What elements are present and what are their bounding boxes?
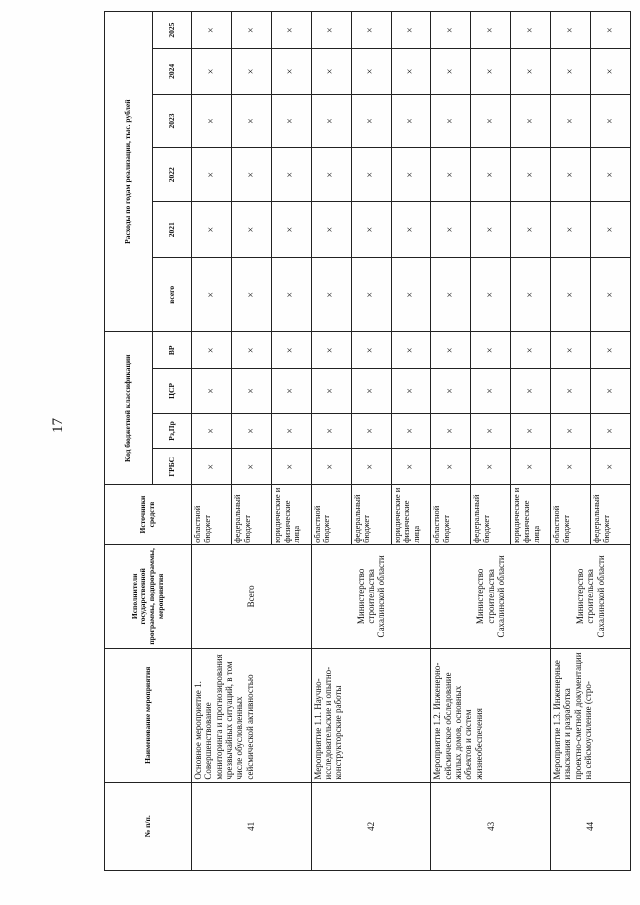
cross-mark: × <box>431 12 471 49</box>
cross-mark: × <box>431 449 471 485</box>
funding-source: федеральный бюджет <box>231 485 271 545</box>
header-source: Источники средств <box>105 485 192 545</box>
funding-source: федеральный бюджет <box>591 485 631 545</box>
cross-mark: × <box>431 413 471 449</box>
row-number: 41 <box>191 782 311 870</box>
cross-mark: × <box>231 202 271 258</box>
cross-mark: × <box>511 148 551 202</box>
row-number: 43 <box>431 782 551 870</box>
cross-mark: × <box>311 258 351 332</box>
header-budget-code: Код бюджетной классификации <box>105 332 153 485</box>
cross-mark: × <box>431 148 471 202</box>
cross-mark: × <box>351 12 391 49</box>
cross-mark: × <box>391 413 431 449</box>
cross-mark: × <box>311 12 351 49</box>
header-2024: 2024 <box>153 49 192 94</box>
cross-mark: × <box>471 369 511 413</box>
cross-mark: × <box>591 413 631 449</box>
cross-mark: × <box>591 94 631 148</box>
cross-mark: × <box>391 258 431 332</box>
cross-mark: × <box>511 449 551 485</box>
table-row <box>431 12 471 871</box>
funding-source: областной бюджет <box>311 485 351 545</box>
cross-mark: × <box>431 49 471 94</box>
executor: Всего <box>191 544 311 648</box>
cross-mark: × <box>351 449 391 485</box>
cross-mark: × <box>391 369 431 413</box>
cross-mark: × <box>591 12 631 49</box>
activity-name: Мероприятие 1.2. Инженерно-сейсмическое обследование жилых домов, основных объектов и систем жизнеобеспечения <box>431 648 551 782</box>
cross-mark: × <box>231 94 271 148</box>
cross-mark: × <box>591 332 631 369</box>
cross-mark: × <box>351 413 391 449</box>
cross-mark: × <box>351 148 391 202</box>
cross-mark: × <box>231 413 271 449</box>
activity-name: Мероприятие 1.3. Инженерные изыскания и разработка проектно-сметной документации на сейсмоусиление (стро- <box>551 648 631 782</box>
cross-mark: × <box>391 12 431 49</box>
executor: Министерство строительства Сахалинской области <box>431 544 551 648</box>
activity-name: Основное мероприятие 1. Совершенствование мониторинга и прогнозирования чрезвычайных ситуаций, в том числе обусловленных сейсмической активностью <box>191 648 311 782</box>
header-grbs: ГРБС <box>153 449 192 485</box>
cross-mark: × <box>191 369 231 413</box>
header-name: Наименование мероприятия <box>105 648 192 782</box>
cross-mark: × <box>351 332 391 369</box>
cross-mark: × <box>511 258 551 332</box>
funding-source: юридические и физические лица <box>391 485 431 545</box>
cross-mark: × <box>551 49 591 94</box>
cross-mark: × <box>471 449 511 485</box>
table-row <box>311 12 351 871</box>
cross-mark: × <box>311 413 351 449</box>
header-2022: 2022 <box>153 148 192 202</box>
cross-mark: × <box>191 332 231 369</box>
cross-mark: × <box>551 202 591 258</box>
cross-mark: × <box>191 148 231 202</box>
cross-mark: × <box>271 369 311 413</box>
cross-mark: × <box>231 369 271 413</box>
cross-mark: × <box>191 413 231 449</box>
cross-mark: × <box>311 94 351 148</box>
cross-mark: × <box>551 258 591 332</box>
funding-source: юридические и физические лица <box>511 485 551 545</box>
cross-mark: × <box>391 148 431 202</box>
cross-mark: × <box>591 49 631 94</box>
cross-mark: × <box>231 148 271 202</box>
cross-mark: × <box>431 369 471 413</box>
cross-mark: × <box>511 413 551 449</box>
cross-mark: × <box>511 332 551 369</box>
cross-mark: × <box>591 449 631 485</box>
cross-mark: × <box>231 49 271 94</box>
header-2023: 2023 <box>153 94 192 148</box>
cross-mark: × <box>351 202 391 258</box>
cross-mark: × <box>471 202 511 258</box>
cross-mark: × <box>391 94 431 148</box>
cross-mark: × <box>551 12 591 49</box>
cross-mark: × <box>471 49 511 94</box>
cross-mark: × <box>311 148 351 202</box>
table-row <box>551 12 591 871</box>
cross-mark: × <box>431 258 471 332</box>
executor: Министерство строительства Сахалинской области <box>311 544 431 648</box>
header-vr: ВР <box>153 332 192 369</box>
cross-mark: × <box>311 49 351 94</box>
cross-mark: × <box>231 449 271 485</box>
header-expenses: Расходы по годам реализации, тыс. рублей <box>105 12 153 332</box>
cross-mark: × <box>231 12 271 49</box>
cross-mark: × <box>591 148 631 202</box>
header-executor: Исполнители государственной программы, подпрограммы, мероприятия <box>105 544 192 648</box>
cross-mark: × <box>591 258 631 332</box>
cross-mark: × <box>471 94 511 148</box>
table-row <box>191 12 231 871</box>
header-2025: 2025 <box>153 12 192 49</box>
cross-mark: × <box>271 449 311 485</box>
cross-mark: × <box>231 258 271 332</box>
cross-mark: × <box>311 449 351 485</box>
cross-mark: × <box>511 94 551 148</box>
funding-source: областной бюджет <box>551 485 591 545</box>
row-number: 42 <box>311 782 431 870</box>
header-total: всего <box>153 258 192 332</box>
cross-mark: × <box>551 148 591 202</box>
cross-mark: × <box>391 449 431 485</box>
cross-mark: × <box>191 12 231 49</box>
cross-mark: × <box>191 94 231 148</box>
funding-source: федеральный бюджет <box>471 485 511 545</box>
cross-mark: × <box>591 202 631 258</box>
header-2021: 2021 <box>153 202 192 258</box>
cross-mark: × <box>351 94 391 148</box>
cross-mark: × <box>471 413 511 449</box>
funding-source: юридические и физические лица <box>271 485 311 545</box>
cross-mark: × <box>191 449 231 485</box>
cross-mark: × <box>551 332 591 369</box>
funding-source: областной бюджет <box>431 485 471 545</box>
program-table <box>104 11 631 871</box>
header-num: № п/п. <box>105 782 192 870</box>
cross-mark: × <box>271 258 311 332</box>
cross-mark: × <box>551 413 591 449</box>
cross-mark: × <box>351 258 391 332</box>
cross-mark: × <box>271 148 311 202</box>
cross-mark: × <box>471 148 511 202</box>
cross-mark: × <box>431 94 471 148</box>
cross-mark: × <box>311 202 351 258</box>
activity-name: Мероприятие 1.1. Научно-исследовательские и опытно-конструкторские работы <box>311 648 431 782</box>
cross-mark: × <box>271 49 311 94</box>
cross-mark: × <box>271 12 311 49</box>
cross-mark: × <box>391 332 431 369</box>
cross-mark: × <box>271 413 311 449</box>
cross-mark: × <box>191 49 231 94</box>
page-number: 17 <box>50 418 66 433</box>
cross-mark: × <box>551 369 591 413</box>
funding-source: федеральный бюджет <box>351 485 391 545</box>
funding-source: областной бюджет <box>191 485 231 545</box>
cross-mark: × <box>231 332 271 369</box>
cross-mark: × <box>591 369 631 413</box>
cross-mark: × <box>191 202 231 258</box>
cross-mark: × <box>311 332 351 369</box>
cross-mark: × <box>311 369 351 413</box>
cross-mark: × <box>271 202 311 258</box>
cross-mark: × <box>511 369 551 413</box>
table-frame <box>104 11 631 871</box>
cross-mark: × <box>471 332 511 369</box>
cross-mark: × <box>391 49 431 94</box>
cross-mark: × <box>511 202 551 258</box>
cross-mark: × <box>351 369 391 413</box>
cross-mark: × <box>511 12 551 49</box>
cross-mark: × <box>271 332 311 369</box>
cross-mark: × <box>351 49 391 94</box>
cross-mark: × <box>551 94 591 148</box>
executor: Министерство строительства Сахалинской области <box>551 544 631 648</box>
header-csr: ЦСР <box>153 369 192 413</box>
cross-mark: × <box>271 94 311 148</box>
cross-mark: × <box>471 12 511 49</box>
cross-mark: × <box>431 202 471 258</box>
cross-mark: × <box>551 449 591 485</box>
cross-mark: × <box>431 332 471 369</box>
cross-mark: × <box>511 49 551 94</box>
header-rzpr: Рз,Пр <box>153 413 192 449</box>
row-number: 44 <box>551 782 631 870</box>
cross-mark: × <box>391 202 431 258</box>
cross-mark: × <box>191 258 231 332</box>
cross-mark: × <box>471 258 511 332</box>
